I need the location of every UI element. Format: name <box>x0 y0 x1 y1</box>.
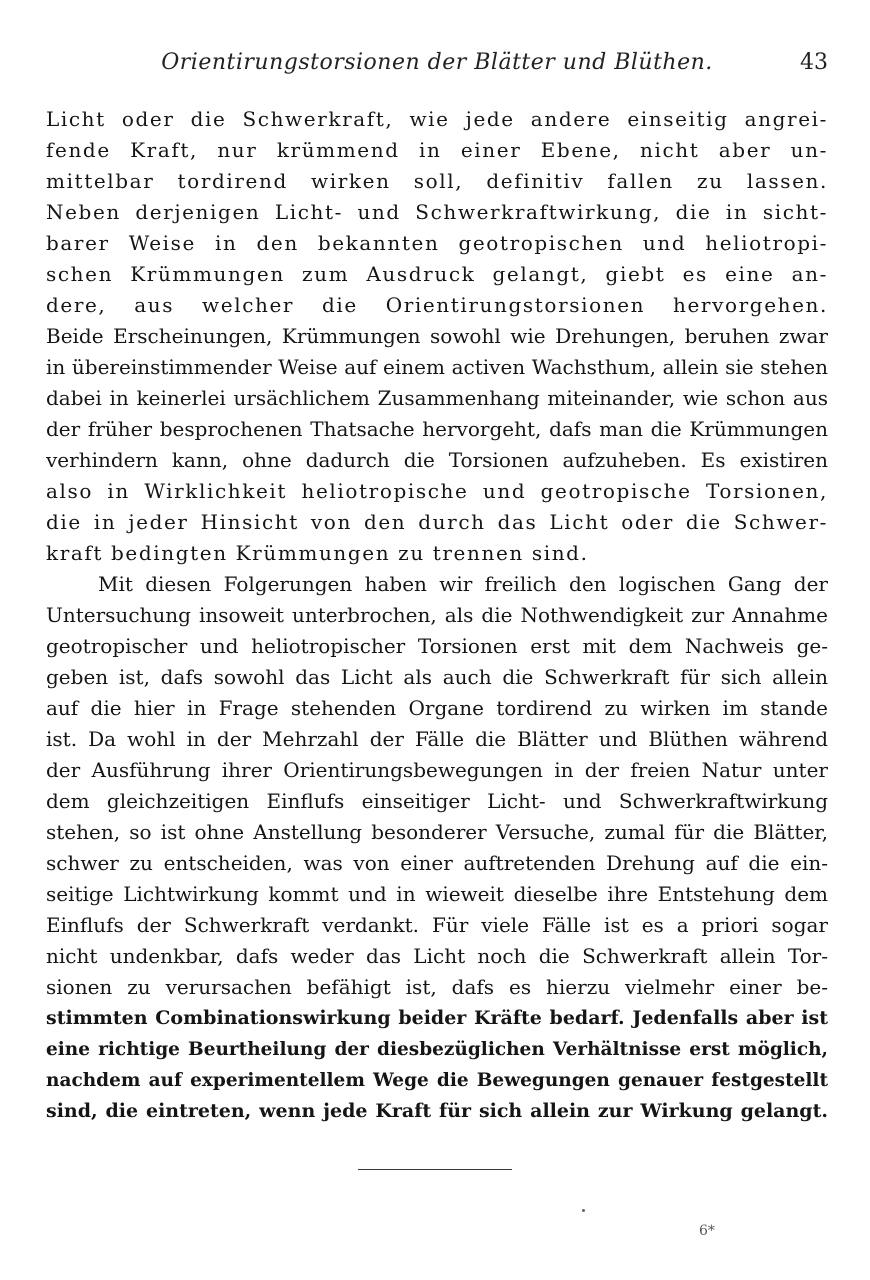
page-number: 43 <box>800 50 828 75</box>
text-line: ist. Da wohl in der Mehrzahl der Fälle die Blätter und Blüthen während <box>46 727 828 751</box>
text-line: geotropischer und heliotropischer Torsionen erst mit dem Nachweis ge- <box>46 634 828 658</box>
text-line: schen Krümmungen zum Ausdruck gelangt, giebt es eine an- <box>46 262 828 286</box>
text-line: also in Wirklichkeit heliotropische und geotropische Torsionen, <box>46 479 828 503</box>
text-line: seitige Lichtwirkung kommt und in wieweit dieselbe ihre Entstehung dem <box>46 882 828 906</box>
text-line: nicht undenkbar, dafs weder das Licht noch die Schwerkraft allein Tor- <box>46 944 828 968</box>
text-line: Beide Erscheinungen, Krümmungen sowohl wie Drehungen, beruhen zwar <box>46 324 828 348</box>
text-line: Untersuchung insoweit unterbrochen, als die Nothwendigkeit zur Annahme <box>46 603 828 627</box>
text-line: sionen zu verursachen befähigt ist, dafs es hierzu vielmehr einer be- <box>46 975 828 999</box>
text-line: barer Weise in den bekannten geotropischen und heliotropi- <box>46 231 828 255</box>
text-line: die in jeder Hinsicht von den durch das Licht oder die Schwer- <box>46 510 828 534</box>
text-line: Einflufs der Schwerkraft verdankt. Für viele Fälle ist es a priori sogar <box>46 913 828 937</box>
footnote-rule <box>358 1169 512 1170</box>
text-line: auf die hier in Frage stehenden Organe tordirend zu wirken im stande <box>46 696 828 720</box>
text-line: der früher besprochenen Thatsache hervorgeht, dafs man die Krümmungen <box>46 417 828 441</box>
text-line: schwer zu entscheiden, was von einer auftretenden Drehung auf die ein- <box>46 851 828 875</box>
signature-mark: 6* <box>699 1223 715 1239</box>
running-head <box>46 48 828 82</box>
text-line: der Ausführung ihrer Orientirungsbewegungen in der freien Natur unter <box>46 758 828 782</box>
text-line: nachdem auf experimentellem Wege die Bewegungen genauer festgestellt <box>46 1070 828 1091</box>
text-line: Neben derjenigen Licht- und Schwerkraftwirkung, die in sicht- <box>46 200 828 224</box>
text-line: sind, die eintreten, wenn jede Kraft für sich allein zur Wirkung gelangt. <box>46 1100 828 1122</box>
text-line: stimmten Combinationswirkung beider Kräfte bedarf. Jedenfalls aber ist <box>46 1007 828 1029</box>
ink-dot <box>582 1209 585 1212</box>
body-text <box>46 104 828 1127</box>
text-line: Licht oder die Schwerkraft, wie jede andere einseitig angrei- <box>46 107 828 131</box>
text-line: dere, aus welcher die Orientirungstorsionen hervorgehen. <box>46 293 828 317</box>
text-line: Mit diesen Folgerungen haben wir freilich den logischen Gang der <box>98 572 828 596</box>
text-line: geben ist, dafs sowohl das Licht als auch die Schwerkraft für sich allein <box>46 665 828 689</box>
text-line: eine richtige Beurtheilung der diesbezüglichen Verhältnisse erst möglich, <box>46 1039 828 1060</box>
text-line: dabei in keinerlei ursächlichem Zusammenhang miteinander, wie schon aus <box>46 386 828 410</box>
text-line: mittelbar tordirend wirken soll, definitiv fallen zu lassen. <box>46 169 828 193</box>
text-line: verhindern kann, ohne dadurch die Torsionen aufzuheben. Es existiren <box>46 448 828 472</box>
running-title: Orientirungstorsionen der Blätter und Blüthen. <box>161 50 713 75</box>
text-line: dem gleichzeitigen Einflufs einseitiger Licht- und Schwerkraftwirkung <box>46 789 828 813</box>
text-line: kraft bedingten Krümmungen zu trennen sind. <box>46 541 589 565</box>
text-line: fende Kraft, nur krümmend in einer Ebene, nicht aber un- <box>46 138 828 162</box>
text-line: in übereinstimmender Weise auf einem activen Wachsthum, allein sie stehen <box>46 355 828 379</box>
text-line: stehen, so ist ohne Anstellung besonderer Versuche, zumal für die Blätter, <box>46 820 828 844</box>
